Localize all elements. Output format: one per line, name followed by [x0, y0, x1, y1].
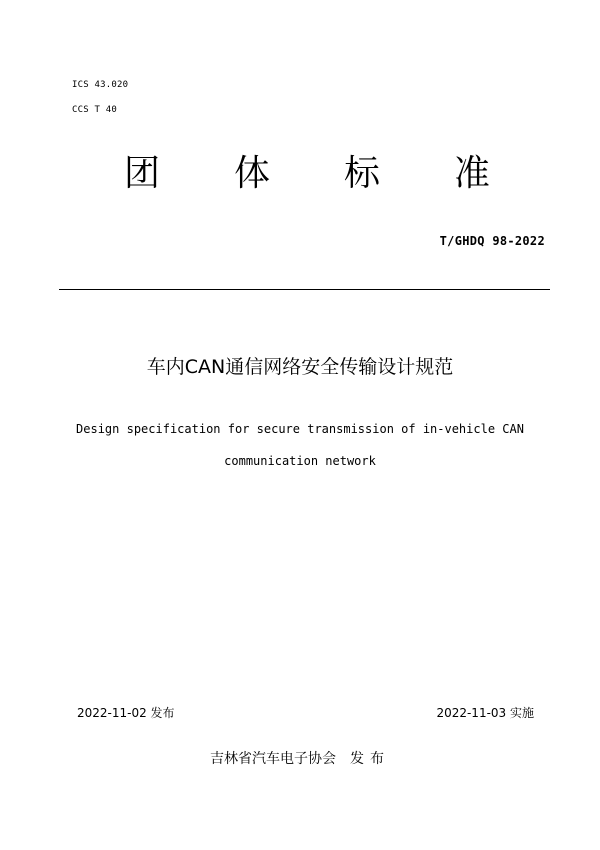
standard-number: T/GHDQ 98-2022 — [439, 234, 545, 248]
implementation-date: 2022-11-03 实施 — [436, 706, 534, 720]
heading-char: 标 — [344, 153, 381, 194]
publisher-line — [0, 749, 600, 769]
heading-char: 团 — [124, 153, 161, 194]
heading-char: 体 — [234, 153, 271, 194]
chinese-title: 车内CAN通信网络安全传输设计规范 — [146, 356, 454, 378]
ics-code: ICS 43.020 — [72, 80, 129, 90]
issue-date: 2022-11-02 发布 — [77, 706, 175, 720]
document-type-heading — [0, 152, 600, 202]
publisher-name: 吉林省汽车电子协会 — [210, 751, 336, 767]
heading-char: 准 — [454, 153, 491, 194]
horizontal-divider — [59, 289, 550, 290]
ccs-code: CCS T 40 — [72, 105, 117, 115]
publish-label: 发布 — [350, 751, 390, 767]
english-title-line-1: Design specification for secure transmission of in-vehicle CAN — [76, 422, 524, 436]
english-title-line-2: communication network — [224, 454, 376, 468]
